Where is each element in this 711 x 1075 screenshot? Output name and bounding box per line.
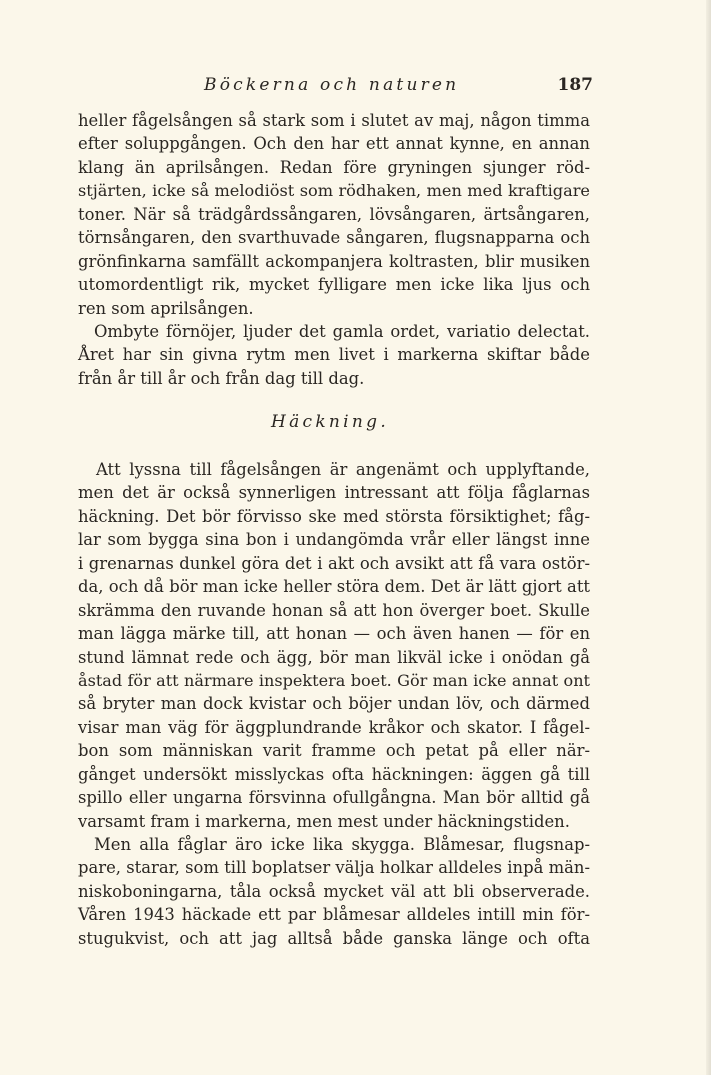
text-line: Men alla fåglar äro icke lika skygga. Blåmesar, flugsnap-	[94, 835, 590, 854]
text-line: stjärten, icke så melodiöst som rödhaken, men med kraftigare	[78, 181, 590, 201]
text-line: men det är också synnerligen intressant att följa fåglarnas	[78, 483, 590, 503]
paragraph-block-nesting	[78, 458, 590, 950]
running-title: Böckerna och naturen	[204, 75, 460, 95]
paragraph-block-bird-song	[78, 109, 590, 390]
text-line: så bryter man dock kvistar och böjer undan löv, och därmed	[78, 694, 590, 714]
page-header	[78, 75, 593, 103]
text-line: gånget undersökt misslyckas ofta häckningen: äggen gå till	[78, 764, 590, 784]
page-number: 187	[557, 75, 593, 95]
text-line: bon som människan varit framme och petat på eller när-	[78, 741, 590, 761]
text-line: skrämma den ruvande honan så att hon överger boet. Skulle	[78, 600, 590, 620]
text-line: ren som aprilsången.	[78, 298, 254, 318]
text-line: törnsångaren, den svarthuvade sångaren, flugsnapparna och	[78, 228, 590, 248]
text-line: Våren 1943 häckade ett par blåmesar alldeles intill min för-	[78, 905, 590, 925]
text-line: visar man väg för äggplundrande kråkor och skator. I fågel-	[78, 717, 590, 737]
text-line: häckning. Det bör förvisso ske med största försiktighet; fåg-	[78, 506, 590, 526]
section-heading: Häckning.	[270, 412, 390, 432]
text-line: efter soluppgången. Och den har ett annat kynne, en annan	[78, 134, 590, 154]
text-line: stund lämnat rede och ägg, bör man likväl icke i onödan gå	[78, 647, 590, 667]
text-line: man lägga märke till, att honan — och även hanen — för en	[78, 624, 590, 644]
text-line: utomordentligt rik, mycket fylligare men icke lika ljus och	[78, 275, 590, 295]
text-line: da, och då bör man icke heller störa dem. Det är lätt gjort att	[78, 577, 590, 597]
text-line: klang än aprilsången. Redan före gryningen sjunger röd-	[78, 157, 590, 177]
text-line: spillo eller ungarna försvinna ofullgångna. Man bör alltid gå	[78, 788, 590, 808]
text-line: niskoboningarna, tåla också mycket väl att bli observerade.	[78, 881, 590, 901]
text-line: pare, starar, som till boplatser välja holkar alldeles inpå män-	[78, 858, 590, 878]
text-line: stugukvist, och att jag alltså både ganska länge och ofta	[78, 928, 590, 948]
text-line: toner. När så trädgårdssångaren, lövsångaren, ärtsångaren,	[78, 204, 590, 224]
text-line: lar som bygga sina bon i undangömda vrår eller längst inne	[78, 530, 590, 550]
text-line: varsamt fram i markerna, men mest under häckningstiden.	[78, 811, 570, 831]
page-edge-shadow	[706, 0, 711, 1075]
text-line: i grenarnas dunkel göra det i akt och avsikt att få vara ostör-	[78, 553, 590, 573]
text-line: åstad för att närmare inspektera boet. Gör man icke annat ont	[78, 670, 590, 690]
text-line: grönfinkarna samfällt ackompanjera koltrasten, blir musiken	[78, 251, 590, 271]
text-line: Ombyte förnöjer, ljuder det gamla ordet, variatio delectat.	[94, 321, 590, 341]
text-line: Att lyssna till fågelsången är angenämt och upplyftande,	[96, 460, 590, 479]
text-line: heller fågelsången så stark som i slutet av maj, någon timma	[78, 111, 590, 130]
text-line: från år till år och från dag till dag.	[78, 368, 365, 388]
text-line: Året har sin givna rytm men livet i markerna skiftar både	[78, 345, 590, 365]
